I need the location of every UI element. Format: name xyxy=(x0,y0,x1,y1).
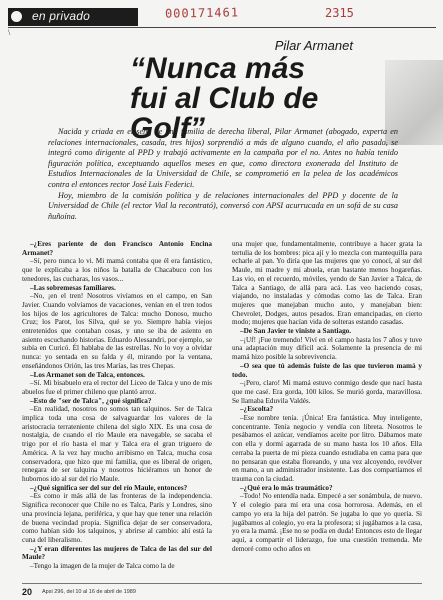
answer-continuation: una mujer que, fundamentalmente, contribuye a hacer grata la tertulia de los hombres: pica ají y lo mezcla con mantequilla para echarle al pan. Yo diría que las mujeres que yo conocí, al sur del Maule, mi madre y mi abuela, eran bastante menos hogareñas. Las vio, en el recuerdo, móviles, yendo de San Javier a Talca, de Talca a Santiago, de allá para acá. Las veo haciendo cosas, viajando, no instaladas y cómodas como las de Talca. Eran mujeres que manejaban mucho auto, y manejaban bien: Chevrolet, Dodges, autos pesados. Eran emancipadas, en cierto modo; mujeres que hacían vida de solteras estando casadas. xyxy=(232,240,422,327)
section-title: en privado xyxy=(32,9,91,23)
corner-mark: \ xyxy=(8,28,11,37)
intro-text xyxy=(48,127,398,222)
interview-answer: –Tengo la imagen de la mujer de Talca como la de xyxy=(30,562,175,571)
interview-answer: –En realidad, nosotros no somos tan talquinos. Ser de Talca implica toda una cosa de salvaguardar los valores de la aristocracia terrateniente chilena del siglo XIX. Es una cosa de nostalgia, de cuando el río Maule era navegable, se sacaba el trigo por el río hasta el mar y Talca era el gran triguero de América. A la vez hay mucho arribismo en Talca, mucha cosa conservadora, que hizo que mi familia, que es liberal de origen, renegara de ser talquina y nosotros hiciéramos un honor de hubornos ido al sur del río Maule. xyxy=(22,405,212,483)
interview-question: – ¿Qué significa ser del sur del río Maule, entonces? xyxy=(22,484,212,493)
archive-stamp: 000171461 xyxy=(164,5,240,21)
interview-question: – Esto de "ser de Talca", ¿qué significa? xyxy=(22,397,212,406)
right-column xyxy=(232,240,422,553)
interview-question: – Los Armanet son de Talca, entonces. xyxy=(22,371,212,380)
intro-paragraph-2: Hoy, miembro de la comisión política y de relaciones internacionales del PPD y docente de la Universidad de Chile (el rector Vial la recontrató), conversó con APSI acurrucada en un sofá de su casa ñuñoína. xyxy=(48,190,398,221)
archive-code: 2315 xyxy=(325,6,354,20)
top-rule xyxy=(8,27,436,28)
headline-line-2: fui al Club de Golf” xyxy=(130,82,319,145)
interview-answer: –Sí. Mi bisabuelo era el rector del Liceo de Talca y uno de mis abuelos fue el primer chileno que plantó arroz. xyxy=(22,379,212,396)
section-dot-icon xyxy=(11,11,22,22)
interview-answer: –Todo! No entendía nada. Empecé a ser sonámbula, de nuevo. Y el colegio para mí era una cosa horrorosa. Además, en el campo yo era la hija del patrón. Se jugaba lo que yo quería. Si jugábamos al colegio, yo era la profesora; si jugábamos a la casa, yo era la mamá. ¡Ese no se podía en duda! Entonces esto de llegar aquí, a compartir el liderazgo, fue una cuestión tremenda. Me demoré como ocho años en xyxy=(232,492,422,553)
interview-question: – Las sobremesas familiares. xyxy=(22,284,212,293)
interview-answer: –Ese nombre tenía. ¡Única! Era fantástica. Muy inteligente, concentrante. Tenía negocio y vendía con libreta. Nosotros le pesábamos el azúcar, vendíamos aceite por litro. Dábamos mate con ella y dormí agarrada de su mano hasta los 10 años. Ella cerraba la puerta de mi pieza cuando estudiaba en cama para que no pensaran que estaba floreando, y una vez alcoyendo, revólver en mano, a un administrador insistente. Las dos compartíamos el trauma con la ciudad. xyxy=(232,414,422,483)
interview-answer: –¡Pero, claro! Mi mamá estuvo conmigo desde que nací hasta que me casé. Era gorda, 100 kilos. Se murió gorda, maravillosa. Se llamaba Eduvila Valdés. xyxy=(232,379,422,405)
issue-line: Apsi 296, del 10 al 16 de abril de 1989 xyxy=(42,589,136,595)
intro-paragraph-1: Nacida y criada en el seno de una familia de derecha liberal, Pilar Armanet (abogado, experta en relaciones internacionales, casada, tres hijos) sorprendió a más de alguno cuando, el año pasado, se integró como dirigente al PPD y trabajó activamente en la campaña por el no. Antes no había tenido figuración política, exceptuando aquellos meses en que, como directora exonerada del Instituto de Estudios Internacionales de la Universidad de Chile, se comprometió en la pelea de los académicos contra el entonces rector José Luis Federici. xyxy=(48,127,398,189)
footer-rule xyxy=(22,583,422,584)
interview-answer: –No, ¡en el tren! Nosotros vivíamos en el campo, en San Javier. Cuando volvíamos de vacaciones, venían en el tren todos los hijos de los agricultores de Talca: mucho Donoso, mucho Cruz; los Parot, los Silva, qué se yo. Siempre había viejos entretenidos que contaban cosas, y uno se iba de asiento en asiento escuchando historias. Eduardo Alessandri, por ejemplo, se subía en Curicó. Él hablaba de las estrellas. No lo voy a olvidar nunca: yo sentada en su falda y él, mirando por la ventana, enseñándonos Orión, las tres Marías, las tres Chepas. xyxy=(22,292,212,370)
page-number: 20 xyxy=(22,587,33,597)
interview-question: – ¿Y eran diferentes las mujeres de Talca de las del sur del Maule? xyxy=(22,545,212,562)
interview-question: – De San Javier te viniste a Santiago. xyxy=(232,327,422,336)
interview-answer: –¡Uf! ¡Fue tremendo! Viví en el campo hasta los 7 años y tuve una adaptación muy difícil acá. Solamente la presencia de mi mamá hizo posible la sobrevivencia. xyxy=(232,335,422,362)
interview-answer: –Es como ir más allá de las fronteras de la independencia. Significa reconocer que Chile no es Talca, París y Londres, sino una provincia lejana, periférica, y que hay que tener una relación de buena vecindad propia. Significa dejar de ser conservadora, como habían sido los talquinos, y abrirse al cambio: ahí está la cuna del liberalismo. xyxy=(22,492,212,544)
headline-line-1: “Nunca más xyxy=(130,52,306,85)
interview-answer: –Sí, pero nunca lo vi. Mi mamá contaba que él era fantástico, que le explicaba a los niños la batalla de Chacabuco con los tenedores, las cucharas, los vasos... xyxy=(22,257,212,283)
left-column xyxy=(22,240,212,571)
interview-question: – ¿Eres pariente de don Francisco Antonio Encina Armanet? xyxy=(22,240,212,257)
interview-question: – ¿Qué era lo más traumático? xyxy=(232,484,422,493)
interview-question: – O sea que tú además fuiste de las que tuvieron mamá y todo. xyxy=(232,362,422,379)
interview-question: – ¿Escolta? xyxy=(232,405,422,414)
byline: Pilar Armanet xyxy=(274,38,353,53)
